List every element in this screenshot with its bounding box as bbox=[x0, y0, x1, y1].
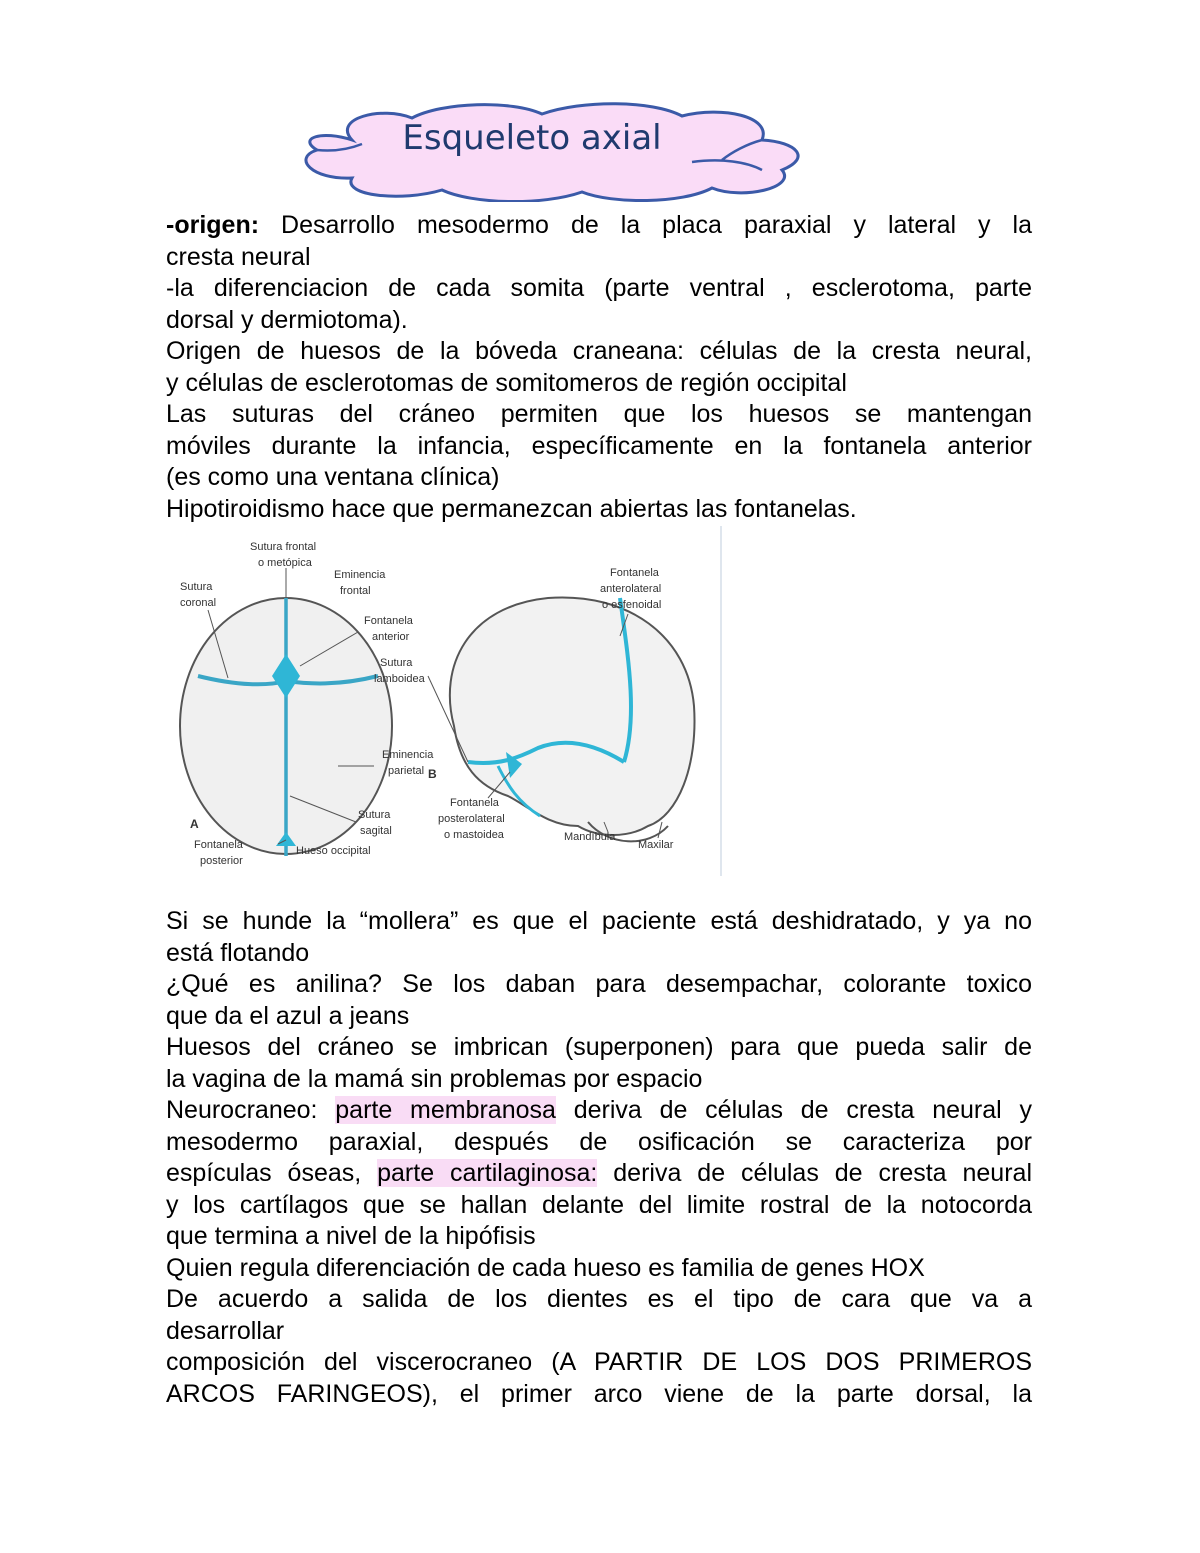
text-line: la vagina de la mamá sin problemas por espacio bbox=[166, 1064, 703, 1093]
body-text-block bbox=[166, 906, 1032, 1410]
text-line: Quien regula diferenciación de cada hueso es familia de genes HOX bbox=[166, 1253, 925, 1282]
label-fontanela-posterolateral-2: posterolateral bbox=[438, 813, 505, 825]
label-sutura-sagital-1: Sutura bbox=[358, 809, 391, 821]
label-sutura-coronal-2: coronal bbox=[180, 597, 217, 609]
label-maxilar: Maxilar bbox=[638, 839, 674, 851]
label-hueso-occipital: Hueso occipital bbox=[296, 845, 371, 857]
text-line bbox=[166, 1095, 1032, 1127]
text-line: Origen de huesos de la bóveda craneana: células de la cresta neural, bbox=[166, 337, 1032, 365]
highlight-parte-membranosa: parte membranosa bbox=[335, 1096, 556, 1124]
label-fontanela-anterolateral-3: o esfenoidal bbox=[602, 599, 662, 611]
title-cloud bbox=[292, 100, 812, 202]
text-line: (es como una ventana clínica) bbox=[166, 463, 500, 491]
label-eminencia-parietal-1: Eminencia bbox=[382, 749, 434, 761]
text-span: deriva de células de cresta neural y bbox=[555, 1096, 1032, 1124]
label-fontanela-anterior-2: anterior bbox=[372, 631, 410, 643]
label-sutura-sagital-2: sagital bbox=[360, 825, 392, 837]
label-sutura-lamboidea-2: lamboidea bbox=[374, 673, 425, 685]
text-line: composición del viscerocraneo (A PARTIR DE LOS DOS PRIMEROS bbox=[166, 1348, 1032, 1376]
label-eminencia-frontal-2: frontal bbox=[340, 585, 371, 597]
text-line: Hipotiroidismo hace que permanezcan abiertas las fontanelas. bbox=[166, 494, 857, 523]
label-fontanela-posterior-1: Fontanela bbox=[194, 839, 243, 851]
text-line: y los cartílagos que se hallan delante del limite rostral de la notocorda bbox=[166, 1190, 1032, 1219]
origen-label: -origen: bbox=[166, 211, 260, 239]
label-sutura-lamboidea-1: Sutura bbox=[380, 657, 413, 669]
intro-text-block bbox=[166, 210, 1032, 525]
text-line bbox=[166, 210, 1032, 242]
label-panel-b: B bbox=[428, 767, 437, 781]
page-title: Esqueleto axial bbox=[402, 118, 662, 158]
text-line bbox=[166, 1158, 1032, 1190]
label-fontanela-posterolateral-1: Fontanela bbox=[450, 797, 499, 809]
text-line: móviles durante la infancia, específicamente en la fontanela anterior bbox=[166, 431, 1032, 460]
skull-figure bbox=[168, 526, 724, 876]
label-fontanela-posterior-2: posterior bbox=[200, 855, 243, 867]
text-line: cresta neural bbox=[166, 242, 311, 271]
label-fontanela-anterior-1: Fontanela bbox=[364, 615, 413, 627]
text-span: Neurocraneo: bbox=[166, 1096, 336, 1124]
label-sutura-frontal-2: o metópica bbox=[258, 557, 312, 569]
text-line: Si se hunde la “mollera” es que el paciente está deshidratado, y ya no bbox=[166, 907, 1032, 935]
label-sutura-coronal-1: Sutura bbox=[180, 581, 213, 593]
label-eminencia-frontal-1: Eminencia bbox=[334, 569, 386, 581]
skull-diagram bbox=[168, 526, 724, 876]
text-line: Las suturas del cráneo permiten que los huesos se mantengan bbox=[166, 400, 1032, 428]
label-fontanela-posterolateral-3: o mastoidea bbox=[444, 829, 504, 841]
text-span: espículas óseas, bbox=[166, 1159, 378, 1187]
text-line: mesodermo paraxial, después de osificación se caracteriza por bbox=[166, 1127, 1032, 1156]
label-mandibula: Mandíbula bbox=[564, 831, 616, 843]
text-line: -la diferenciacion de cada somita (parte ventral , esclerotoma, parte bbox=[166, 274, 1032, 302]
label-eminencia-parietal-2: parietal bbox=[388, 765, 425, 777]
text-line: que da el azul a jeans bbox=[166, 1001, 410, 1030]
text-span: deriva de células de cresta neural bbox=[597, 1159, 1032, 1187]
highlight-parte-cartilaginosa: parte cartilaginosa: bbox=[377, 1159, 598, 1187]
text-line: dorsal y dermiotoma). bbox=[166, 305, 408, 334]
label-fontanela-anterolateral-2: anterolateral bbox=[600, 583, 662, 595]
text-line: está flotando bbox=[166, 938, 310, 967]
label-sutura-frontal-1: Sutura frontal bbox=[250, 541, 317, 553]
text-line: Huesos del cráneo se imbrican (superponen) para que pueda salir de bbox=[166, 1033, 1032, 1061]
text-line: y células de esclerotomas de somitomeros de región occipital bbox=[166, 368, 847, 397]
label-panel-a: A bbox=[190, 817, 199, 831]
text-line: ¿Qué es anilina? Se los daban para desempachar, colorante toxico bbox=[166, 970, 1032, 998]
text-line: ARCOS FARINGEOS), el primer arco viene de la parte dorsal, la bbox=[166, 1379, 1032, 1408]
label-fontanela-anterolateral-1: Fontanela bbox=[610, 567, 659, 579]
text-line: que termina a nivel de la hipófisis bbox=[166, 1222, 536, 1250]
text-span: Desarrollo mesodermo de la placa paraxial y lateral y la bbox=[259, 211, 1032, 239]
text-line: desarrollar bbox=[166, 1316, 285, 1345]
text-line: De acuerdo a salida de los dientes es el tipo de cara que va a bbox=[166, 1285, 1032, 1313]
